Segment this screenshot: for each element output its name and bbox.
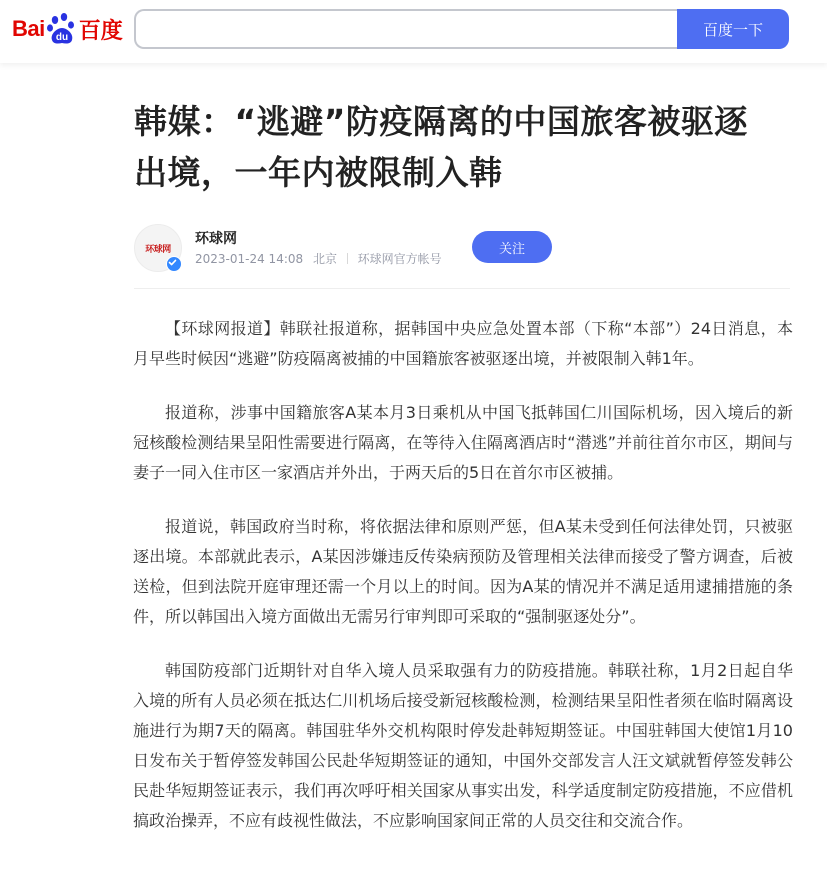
article-paragraph: 韩国防疫部门近期针对自华入境人员采取强有力的防疫措施。韩联社称，1月2日起自华入境的所有人员必须在抵达仁川机场后接受新冠核酸检测，检测结果呈阳性者须在临时隔离设施进行为期7天的隔离。韩国驻华外交机构限时停发赴韩短期签证。中国驻韩国大使馆1月10日发布关于暂停签发韩国公民赴华短期签证的通知，中国外交部发言人汪文斌就暂停签发韩公民赴华短期签证表示，我们再次呼吁相关国家从事实出发，科学适度制定防疫措施，不应借机搞政治操弄，不应有歧视性做法，不应影响国家间正常的人员交往和交流合作。	[133, 661, 793, 830]
logo-paw-text: du	[55, 32, 68, 43]
account-type: 环球网官方帐号	[357, 252, 442, 266]
top-header	[0, 0, 827, 63]
article-body	[133, 314, 793, 860]
follow-button[interactable]: 关注	[472, 231, 552, 263]
author-meta	[195, 250, 442, 267]
logo-text-bai: Bai	[12, 16, 45, 41]
search-box	[134, 9, 677, 49]
logo-text-baidu: 百度	[78, 17, 123, 43]
baidu-logo[interactable]	[12, 12, 123, 46]
avatar-logo-text: 环球网	[145, 244, 171, 255]
search-input[interactable]	[136, 11, 677, 47]
publish-date: 2023-01-24 14:08	[195, 252, 304, 266]
publish-location: 北京	[312, 252, 337, 266]
author-name[interactable]: 环球网	[195, 231, 237, 247]
baidu-paw-icon	[46, 12, 78, 46]
article-title: 韩媒：“逃避”防疫隔离的中国旅客被驱逐出境，一年内被限制入韩	[134, 102, 748, 192]
author-info	[134, 224, 790, 289]
article-paragraph: 报道说，韩国政府当时称，将依据法律和原则严惩，但A某未受到任何法律处罚，只被驱逐出境。本部就此表示，A某因涉嫌违反传染病预防及管理相关法律而接受了警方调查，后被送检，但到法院开庭审理还需一个月以上的时间。因为A某的情况并不满足适用逮捕措施的条件，所以韩国出入境方面做出无需另行审判即可采取的“强制驱逐处分”。	[133, 517, 793, 626]
article-paragraph: 报道称，涉事中国籍旅客A某本月3日乘机从中国飞抵韩国仁川国际机场，因入境后的新冠核酸检测结果呈阳性需要进行隔离，在等待入住隔离酒店时“潜逃”并前往首尔市区，期间与妻子一同入住市区一家酒店并外出，于两天后的5日在首尔市区被捕。	[133, 403, 793, 482]
verified-badge-icon	[166, 256, 182, 272]
search-button[interactable]: 百度一下	[677, 9, 789, 49]
meta-divider	[347, 253, 348, 264]
article-paragraph: 【环球网报道】韩联社报道称，据韩国中央应急处置本部（下称“本部”）24日消息，本月早些时候因“逃避”防疫隔离被捕的中国籍旅客被驱逐出境，并被限制入韩1年。	[133, 319, 793, 368]
